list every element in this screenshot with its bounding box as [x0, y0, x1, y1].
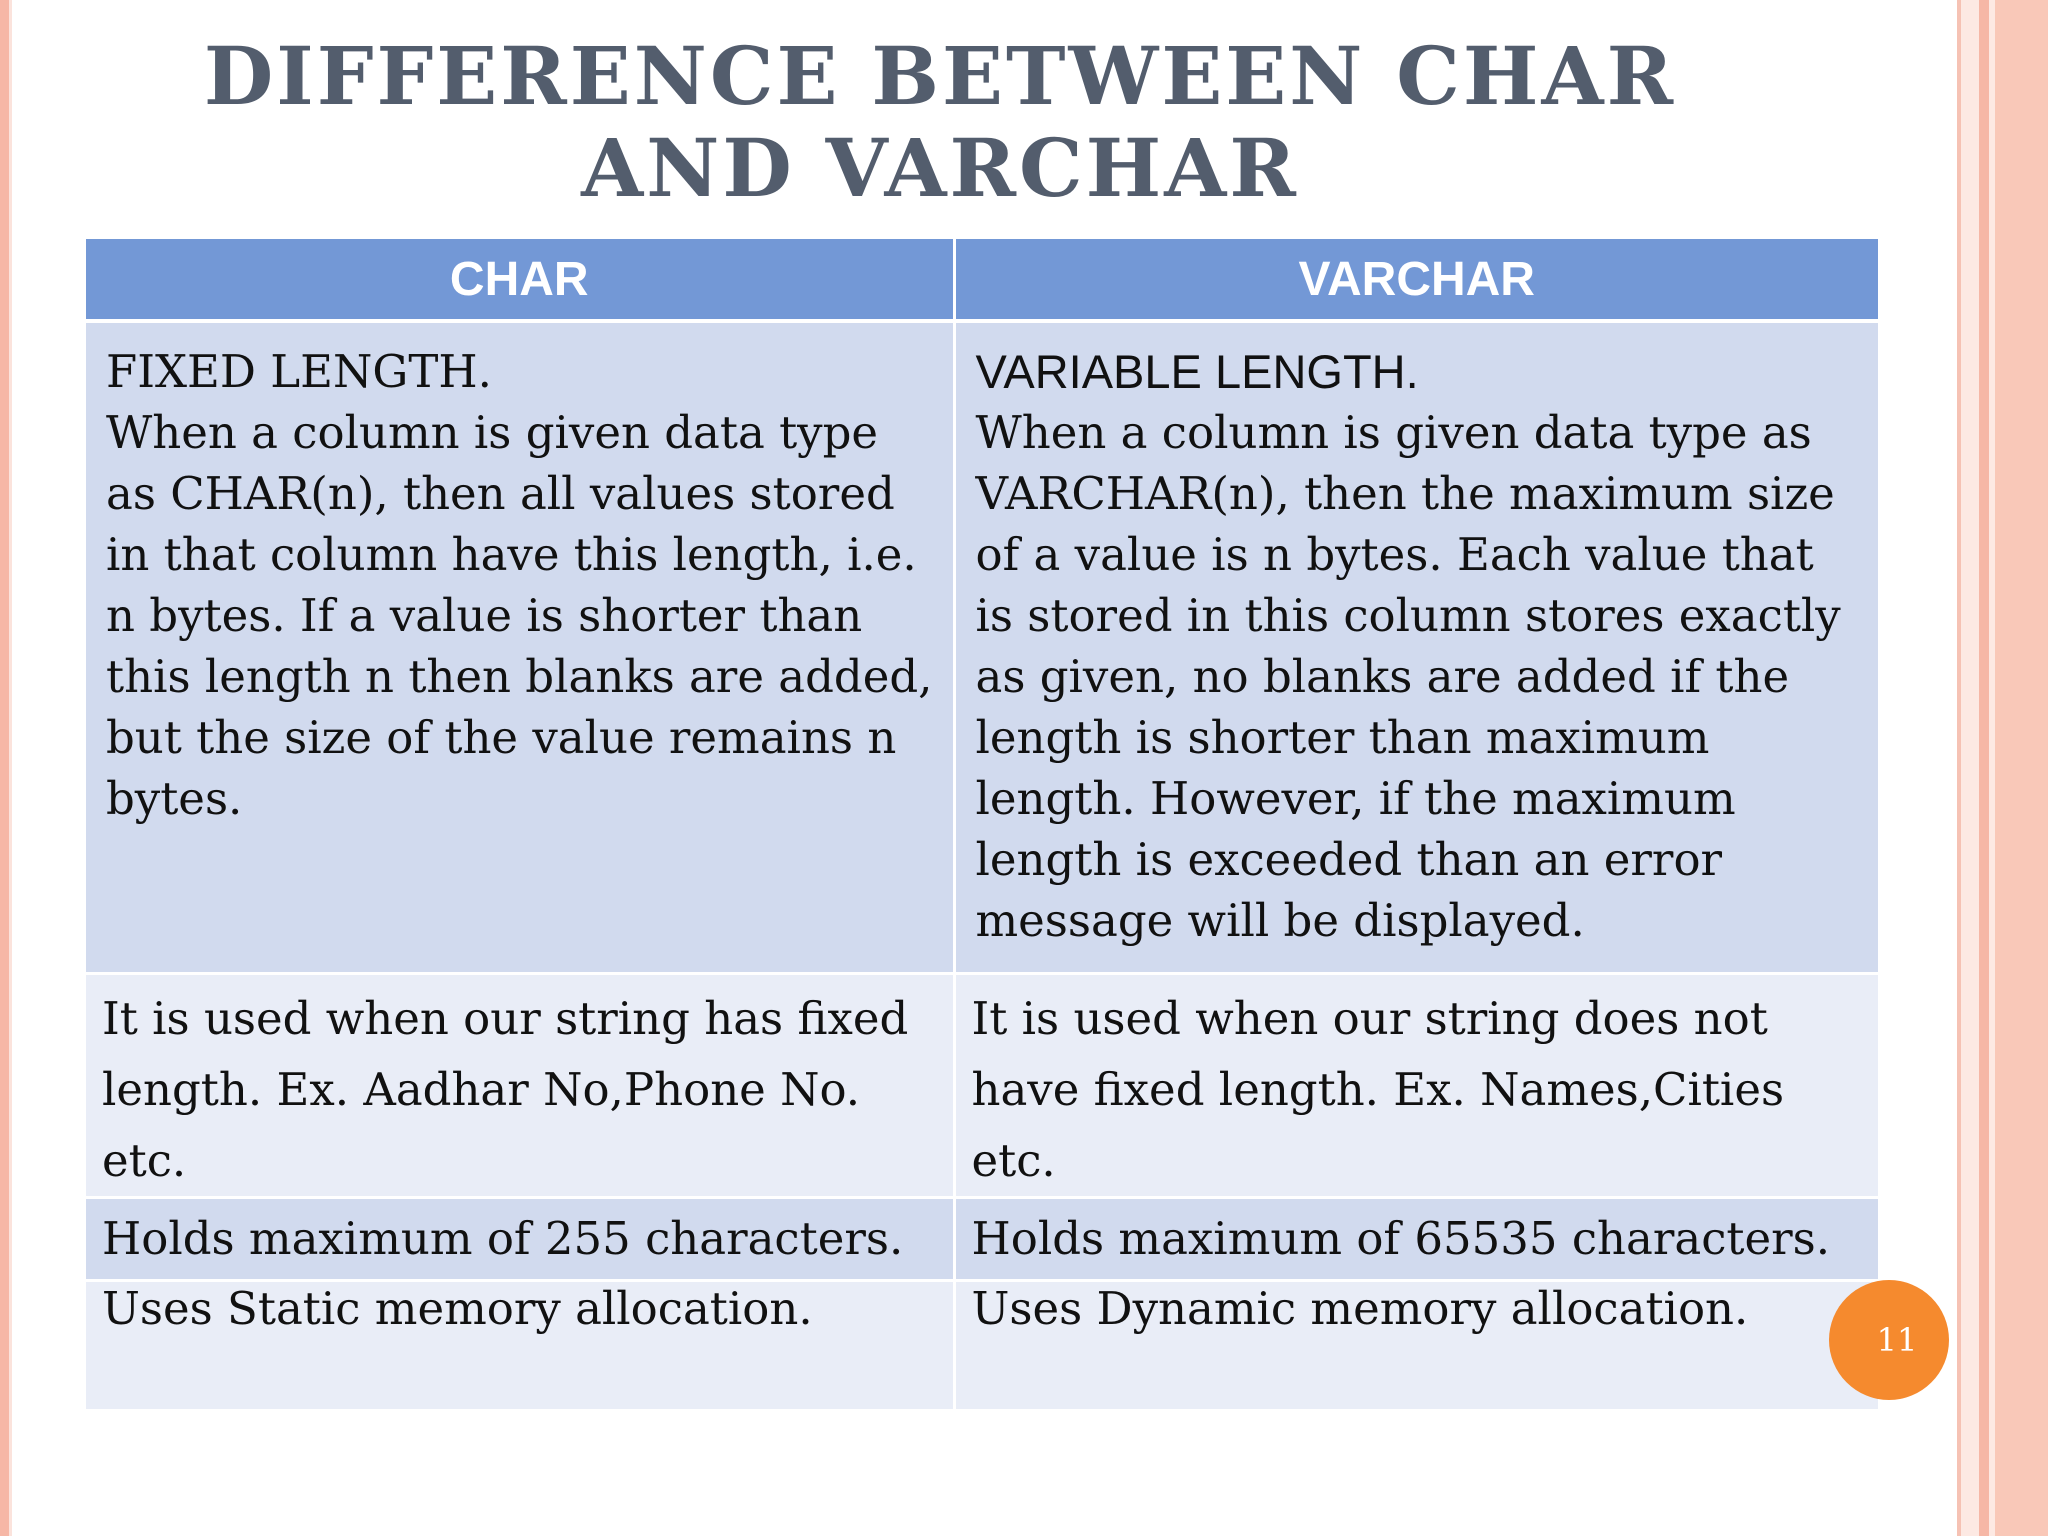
header-varchar: VARCHAR: [954, 239, 1878, 321]
char-memory-cell: Uses Static memory allocation.: [86, 1280, 954, 1410]
char-length-cell: [86, 321, 954, 973]
left-border-stripe-inner: [9, 0, 12, 1536]
varchar-length-description: When a column is given data type as VARCHAR(n), then the maximum size of a value is n bytes. Each value that is stored in this column stores exactly as given, no blanks are added if the length is shorter than maximum length. However, if the maximum length is exceeded than an error message will be displayed.: [975, 406, 1841, 947]
header-char: CHAR: [86, 239, 954, 321]
table-row: [86, 321, 1878, 973]
right-border-stripe: [1995, 0, 2048, 1536]
char-length-heading: FIXED LENGTH.: [106, 345, 492, 398]
slide-title: DIFFERENCE BETWEEN CHAR AND VARCHAR: [203, 29, 1677, 215]
page-number-badge: 11: [1829, 1280, 1949, 1400]
table-row: [86, 973, 1878, 1197]
varchar-length-heading: VARIABLE LENGTH.: [975, 345, 1419, 398]
table-row: [86, 1197, 1878, 1280]
varchar-capacity-cell: Holds maximum of 65535 characters.: [954, 1197, 1878, 1280]
comparison-table: [86, 239, 1878, 1412]
table-header-row: [86, 239, 1878, 321]
right-border-stripe: [1979, 0, 1989, 1536]
right-border-stripe: [1961, 0, 1979, 1536]
varchar-usage-cell: It is used when our string does not have fixed length. Ex. Names,Cities etc.: [954, 973, 1878, 1197]
table-row: [86, 1280, 1878, 1410]
char-usage-cell: It is used when our string has fixed length. Ex. Aadhar No,Phone No. etc.: [86, 973, 954, 1197]
char-capacity-cell: Holds maximum of 255 characters.: [86, 1197, 954, 1280]
varchar-length-cell: [954, 321, 1878, 973]
left-border-stripe: [0, 0, 9, 1536]
char-length-description: When a column is given data type as CHAR(n), then all values stored in that column have this length, i.e. n bytes. If a value is shorter than this length n then blanks are added, but the size of the value remains n bytes.: [106, 406, 933, 825]
varchar-memory-cell: Uses Dynamic memory allocation.: [954, 1280, 1878, 1410]
